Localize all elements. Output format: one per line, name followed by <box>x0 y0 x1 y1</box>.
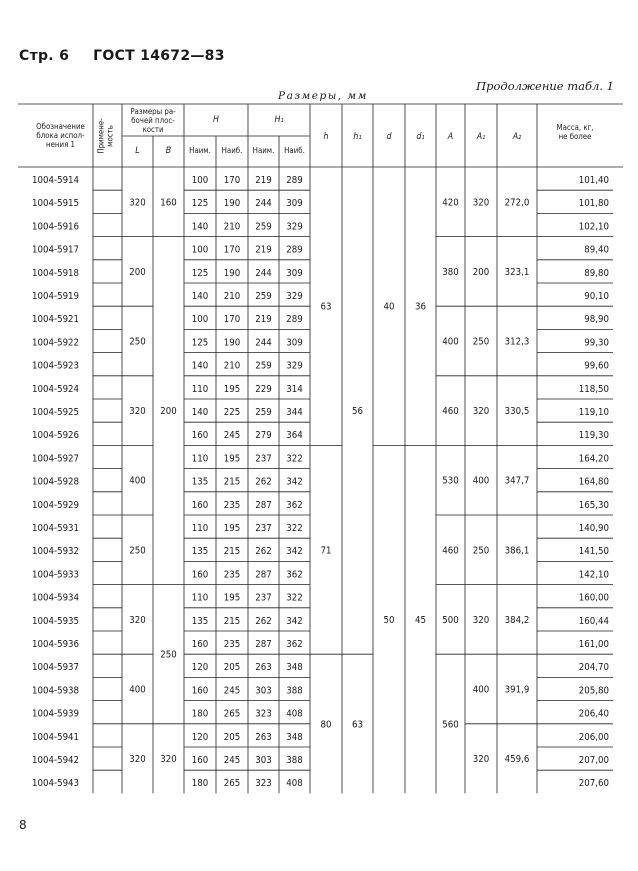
row-designation: 1004-5916 <box>32 221 80 233</box>
cell-mass: 101,40 <box>578 175 609 186</box>
header-h1: h₁ <box>353 132 362 142</box>
cell-H-min: 140 <box>191 291 209 302</box>
header-A1: A₁ <box>476 132 486 142</box>
header-L: L <box>135 146 140 156</box>
cell-H-max: 235 <box>223 639 241 650</box>
cell-H1-max: 322 <box>286 592 303 604</box>
cell-H-max: 215 <box>223 476 241 488</box>
cell-H1-max: 348 <box>286 731 303 743</box>
cell-mass: 119,30 <box>578 430 609 442</box>
cell-a1: 200 <box>472 266 490 278</box>
cell-a1: 320 <box>472 197 490 209</box>
cell-H1-min: 259 <box>255 221 272 233</box>
cell-mass: 207,00 <box>578 755 609 766</box>
cell-H1-min: 244 <box>255 198 272 210</box>
cell-a2: 272,0 <box>504 197 530 209</box>
cell-H-min: 100 <box>191 314 209 326</box>
row-designation: 1004-5941 <box>32 731 80 743</box>
cell-H1-max: 329 <box>286 221 303 233</box>
header-d: d <box>386 132 392 142</box>
cell-a1: 250 <box>472 336 490 348</box>
cell-H-min: 160 <box>191 755 209 766</box>
cell-mass: 164,80 <box>578 476 609 488</box>
cell-H1-max: 309 <box>286 337 303 349</box>
cell-H1-max: 322 <box>286 453 303 465</box>
cell-mass: 140,90 <box>578 523 609 534</box>
cell-a2: 391,9 <box>504 684 530 696</box>
cell-H1-max: 329 <box>286 360 303 372</box>
cell-a2: 330,5 <box>504 406 530 418</box>
row-designation: 1004-5943 <box>32 778 80 790</box>
cell-H1-min: 287 <box>255 499 272 511</box>
cell-l: 250 <box>129 545 146 557</box>
cell-H-max: 190 <box>223 267 241 279</box>
row-designation: 1004-5915 <box>32 198 80 210</box>
cell-H1-max: 362 <box>286 569 303 581</box>
cell-H-min: 125 <box>191 198 209 210</box>
cell-H1-max: 342 <box>286 476 303 488</box>
header-work-surface: Размеры ра- <box>130 107 176 116</box>
cell-H1-min: 323 <box>255 708 272 720</box>
cell-a2: 386,1 <box>504 545 530 557</box>
cell-H-min: 135 <box>191 546 209 558</box>
cell-b: 200 <box>160 406 177 418</box>
row-designation: 1004-5924 <box>32 383 80 395</box>
cell-mass: 101,80 <box>578 198 609 210</box>
header-H: H <box>213 115 219 125</box>
cell-H1-min: 219 <box>255 314 272 326</box>
cell-l: 400 <box>129 684 146 696</box>
row-designation: 1004-5926 <box>32 430 80 442</box>
row-designation: 1004-5928 <box>32 476 80 488</box>
page-label: Стр. 6 <box>19 48 70 64</box>
row-designation: 1004-5937 <box>32 662 80 674</box>
cell-l: 320 <box>129 197 146 209</box>
cell-h: 80 <box>320 719 332 731</box>
cell-H1-max: 408 <box>286 708 303 720</box>
cell-a2: 459,6 <box>504 754 530 766</box>
cell-mass: 160,44 <box>578 615 609 627</box>
header-A: A <box>447 132 454 142</box>
cell-H-min: 120 <box>191 662 209 674</box>
row-designation: 1004-5933 <box>32 569 80 581</box>
cell-l: 320 <box>129 754 146 766</box>
cell-H1-max: 309 <box>286 198 303 210</box>
row-designation: 1004-5921 <box>32 314 80 326</box>
cell-H1-min: 259 <box>255 407 272 418</box>
cell-a1: 320 <box>472 406 490 418</box>
cell-H-min: 135 <box>191 476 209 488</box>
cell-H1-min: 263 <box>255 662 272 674</box>
cell-H1-min: 237 <box>255 523 272 534</box>
cell-a2: 323,1 <box>504 266 530 278</box>
cell-H1-max: 342 <box>286 546 303 558</box>
cell-H-min: 125 <box>191 337 209 349</box>
cell-mass: 102,10 <box>578 221 609 233</box>
cell-H-min: 110 <box>191 523 209 534</box>
cell-H-min: 125 <box>191 267 209 279</box>
header-work-surface: кости <box>142 125 164 134</box>
cell-b: 250 <box>160 649 177 661</box>
header-H1: H₁ <box>274 115 284 125</box>
cell-H1-min: 237 <box>255 453 272 465</box>
cell-h: 71 <box>320 545 332 557</box>
row-designation: 1004-5923 <box>32 360 80 372</box>
table-continuation-note: Продолжение табл. 1 <box>476 79 614 93</box>
header-H-min: Наим. <box>189 146 211 155</box>
cell-b: 320 <box>160 754 177 766</box>
cell-l: 400 <box>129 475 146 487</box>
header-mass: не более <box>558 132 592 141</box>
cell-mass: 160,00 <box>578 592 609 604</box>
cell-H-max: 170 <box>223 244 241 256</box>
row-designation: 1004-5925 <box>32 407 80 418</box>
cell-mass: 204,70 <box>578 662 609 674</box>
cell-H-max: 235 <box>223 569 241 581</box>
cell-a2: 312,3 <box>504 336 530 348</box>
row-designation: 1004-5922 <box>32 337 80 349</box>
cell-a: 460 <box>442 406 459 418</box>
cell-H1-max: 388 <box>286 755 303 766</box>
cell-H-max: 195 <box>223 383 241 395</box>
header-B: B <box>165 146 172 156</box>
header-designation: Обозначение <box>36 122 85 131</box>
row-designation: 1004-5919 <box>32 291 80 302</box>
standard-title: ГОСТ 14672—83 <box>93 48 225 64</box>
cell-H1-min: 262 <box>255 476 272 488</box>
cell-H-max: 215 <box>223 615 241 627</box>
cell-mass: 90,10 <box>584 291 609 302</box>
cell-H1-max: 342 <box>286 615 303 627</box>
cell-H-max: 265 <box>223 778 241 790</box>
cell-H1-min: 262 <box>255 615 272 627</box>
cell-H-max: 210 <box>223 291 241 302</box>
row-designation: 1004-5929 <box>32 499 80 511</box>
cell-mass: 89,40 <box>584 244 609 256</box>
cell-h: 63 <box>320 301 332 313</box>
cell-mass: 118,50 <box>578 383 609 395</box>
cell-b: 160 <box>160 197 177 209</box>
cell-H-max: 190 <box>223 198 241 210</box>
cell-H1-min: 244 <box>255 267 272 279</box>
cell-H1-min: 237 <box>255 592 272 604</box>
cell-a1: 400 <box>472 684 490 696</box>
cell-a: 460 <box>442 545 459 557</box>
cell-H1-max: 408 <box>286 778 303 790</box>
cell-H1-min: 229 <box>255 383 272 395</box>
cell-mass: 98,90 <box>584 314 609 326</box>
row-designation: 1004-5942 <box>32 755 80 766</box>
cell-H-min: 110 <box>191 453 209 465</box>
cell-H-max: 245 <box>223 685 241 697</box>
cell-H-max: 170 <box>223 314 241 326</box>
row-designation: 1004-5914 <box>32 175 80 186</box>
cell-H1-min: 244 <box>255 337 272 349</box>
cell-H-min: 160 <box>191 685 209 697</box>
header-work-surface: бочей плос- <box>131 116 175 125</box>
cell-H1-max: 362 <box>286 499 303 511</box>
cell-H-min: 160 <box>191 430 209 442</box>
cell-H-min: 160 <box>191 499 209 511</box>
cell-a1: 320 <box>472 614 490 626</box>
cell-a: 400 <box>442 336 459 348</box>
cell-H1-max: 314 <box>286 383 303 395</box>
cell-H-max: 210 <box>223 221 241 233</box>
cell-H-max: 225 <box>223 407 241 418</box>
cell-mass: 99,60 <box>584 360 609 372</box>
cell-H-max: 195 <box>223 523 241 534</box>
header-H1-max: Наиб. <box>284 146 305 155</box>
cell-l: 200 <box>129 266 146 278</box>
cell-H1-min: 287 <box>255 639 272 650</box>
cell-H-max: 245 <box>223 755 241 766</box>
cell-mass: 161,00 <box>578 639 609 650</box>
cell-H-max: 170 <box>223 175 241 186</box>
row-designation: 1004-5939 <box>32 708 80 720</box>
cell-H-min: 140 <box>191 221 209 233</box>
row-designation: 1004-5932 <box>32 546 80 558</box>
cell-h1: 56 <box>352 406 363 418</box>
cell-H-min: 135 <box>191 615 209 627</box>
cell-mass: 164,20 <box>578 453 609 465</box>
cell-H-min: 160 <box>191 639 209 650</box>
header-application: мость <box>105 125 115 147</box>
cell-H-min: 100 <box>191 175 209 186</box>
cell-H-min: 120 <box>191 731 209 743</box>
cell-mass: 141,50 <box>578 546 609 558</box>
cell-H1-min: 263 <box>255 731 272 743</box>
page-number: 8 <box>19 818 27 832</box>
cell-l: 320 <box>129 614 146 626</box>
cell-mass: 165,30 <box>578 499 609 511</box>
cell-H-min: 140 <box>191 360 209 372</box>
cell-a2: 347,7 <box>504 475 530 487</box>
cell-mass: 142,10 <box>578 569 609 581</box>
cell-h1: 63 <box>352 719 363 731</box>
row-designation: 1004-5918 <box>32 267 80 279</box>
cell-a: 380 <box>442 266 459 278</box>
cell-H-min: 140 <box>191 407 209 418</box>
cell-H1-min: 303 <box>255 685 272 697</box>
cell-H-max: 205 <box>223 731 241 743</box>
header-A2: A₂ <box>512 132 522 142</box>
cell-mass: 99,30 <box>584 337 609 349</box>
cell-H1-max: 309 <box>286 267 303 279</box>
header-h: h <box>323 132 329 142</box>
cell-H1-max: 322 <box>286 523 303 534</box>
cell-a2: 384,2 <box>504 614 530 626</box>
cell-H1-min: 279 <box>255 430 272 442</box>
cell-H-min: 180 <box>191 708 209 720</box>
header-designation: блока испол- <box>36 131 85 140</box>
cell-H1-max: 289 <box>286 244 303 256</box>
cell-H-max: 195 <box>223 453 241 465</box>
cell-a1: 400 <box>472 475 490 487</box>
row-designation: 1004-5938 <box>32 685 80 697</box>
cell-d: 50 <box>383 614 395 626</box>
cell-H-min: 110 <box>191 592 209 604</box>
cell-l: 320 <box>129 406 146 418</box>
cell-H1-min: 262 <box>255 546 272 558</box>
row-designation: 1004-5927 <box>32 453 80 465</box>
cell-mass: 207,60 <box>578 778 609 790</box>
cell-a: 500 <box>442 614 459 626</box>
cell-a: 420 <box>442 197 459 209</box>
header-application: Примене- <box>96 118 106 154</box>
cell-H-min: 100 <box>191 244 209 256</box>
cell-H-max: 265 <box>223 708 241 720</box>
cell-H1-max: 388 <box>286 685 303 697</box>
cell-a: 530 <box>442 475 459 487</box>
row-designation: 1004-5931 <box>32 523 80 534</box>
cell-d1: 45 <box>415 614 426 626</box>
cell-H1-max: 289 <box>286 175 303 186</box>
cell-d1: 36 <box>415 301 426 313</box>
header-d1: d₁ <box>416 132 425 142</box>
cell-mass: 89,80 <box>584 267 609 279</box>
cell-a: 560 <box>442 719 459 731</box>
header-H-max: Наиб. <box>221 146 243 155</box>
cell-H1-max: 329 <box>286 291 303 302</box>
cell-H-min: 110 <box>191 383 209 395</box>
cell-H-max: 245 <box>223 430 241 442</box>
header-H1-min: Наим. <box>252 146 275 155</box>
cell-mass: 206,00 <box>578 731 609 743</box>
cell-H1-min: 323 <box>255 778 272 790</box>
cell-d: 40 <box>383 301 395 313</box>
cell-H-max: 205 <box>223 662 241 674</box>
cell-mass: 119,10 <box>578 407 609 418</box>
cell-H1-min: 259 <box>255 291 272 302</box>
cell-H-min: 180 <box>191 778 209 790</box>
cell-H1-min: 259 <box>255 360 272 372</box>
cell-H1-max: 364 <box>286 430 303 442</box>
row-designation: 1004-5917 <box>32 244 80 256</box>
cell-H-max: 210 <box>223 360 241 372</box>
cell-H1-min: 287 <box>255 569 272 581</box>
cell-a1: 320 <box>472 754 490 766</box>
cell-H1-max: 289 <box>286 314 303 326</box>
row-designation: 1004-5934 <box>32 592 80 604</box>
cell-l: 250 <box>129 336 146 348</box>
cell-H-max: 215 <box>223 546 241 558</box>
cell-H-max: 235 <box>223 499 241 511</box>
dimensions-caption: Размеры, мм <box>278 90 368 102</box>
header-mass: Масса, кг, <box>556 123 594 132</box>
cell-H1-max: 344 <box>286 407 303 418</box>
row-designation: 1004-5936 <box>32 639 80 650</box>
header-designation: нения 1 <box>46 140 75 149</box>
cell-H1-max: 348 <box>286 662 303 674</box>
cell-H1-max: 362 <box>286 639 303 650</box>
cell-H1-min: 219 <box>255 175 272 186</box>
cell-H1-min: 219 <box>255 244 272 256</box>
cell-H-max: 190 <box>223 337 241 349</box>
cell-mass: 205,80 <box>578 685 609 697</box>
cell-H-max: 195 <box>223 592 241 604</box>
cell-H1-min: 303 <box>255 755 272 766</box>
cell-H-min: 160 <box>191 569 209 581</box>
cell-mass: 206,40 <box>578 708 609 720</box>
row-designation: 1004-5935 <box>32 615 80 627</box>
cell-a1: 250 <box>472 545 490 557</box>
